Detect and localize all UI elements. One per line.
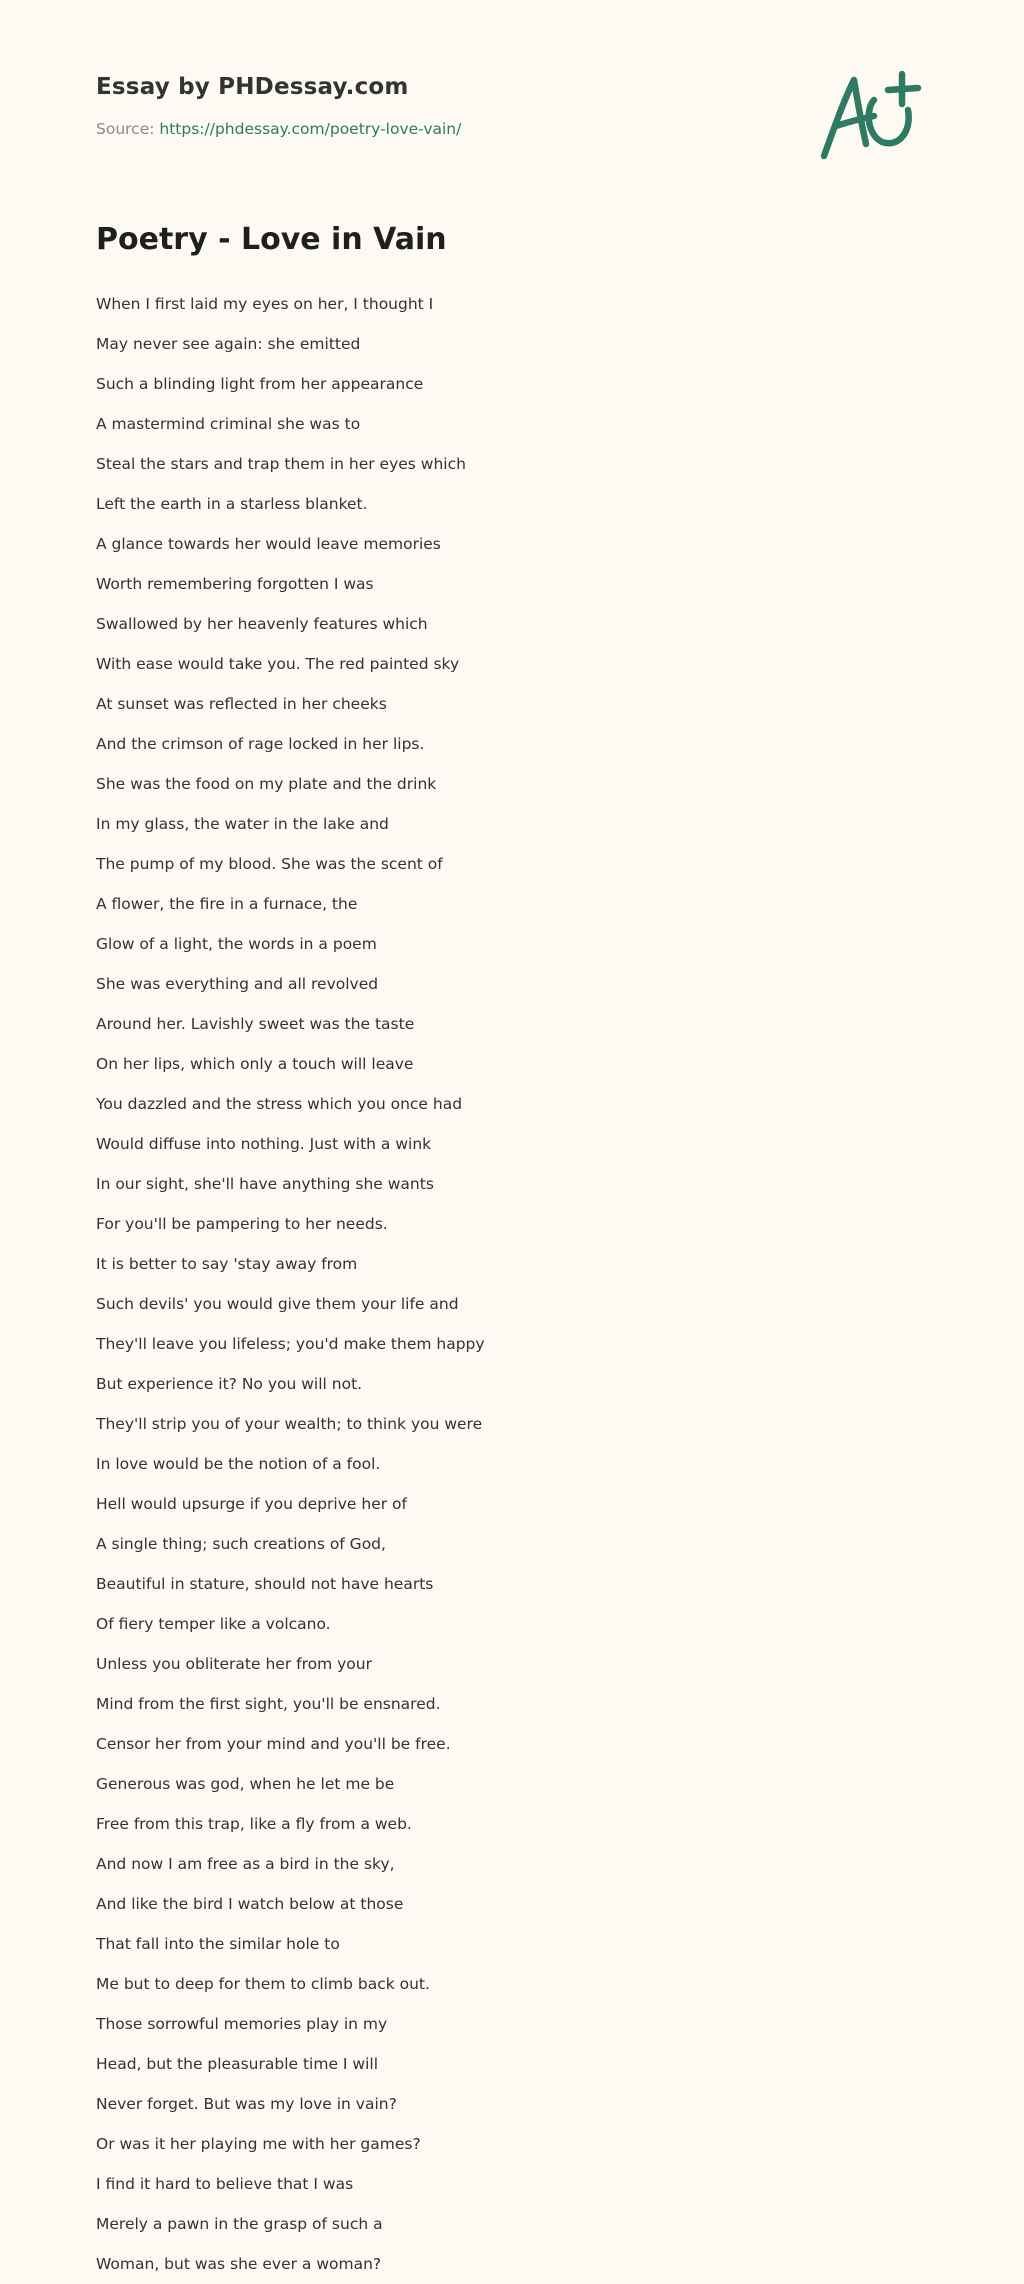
poem-line: A glance towards her would leave memories — [96, 535, 441, 553]
poem-line: They'll strip you of your wealth; to think you were — [96, 1415, 483, 1433]
poem-line: A flower, the fire in a furnace, the — [96, 895, 358, 913]
poem-line: But experience it? No you will not. — [96, 1375, 363, 1393]
poem-line: Or was it her playing me with her games? — [96, 2135, 421, 2153]
poem-line: Worth remembering forgotten I was — [96, 575, 374, 593]
poem-line: For you'll be pampering to her needs. — [96, 1215, 388, 1233]
poem-line: Never forget. But was my love in vain? — [96, 2095, 397, 2113]
brand-title: Essay by PHDessay.com — [96, 74, 409, 100]
poem-line: Steal the stars and trap them in her eyes which — [96, 455, 466, 473]
poem-line: They'll leave you lifeless; you'd make them happy — [96, 1335, 485, 1353]
poem-line: Such devils' you would give them your life and — [96, 1295, 459, 1313]
poem-line: That fall into the similar hole to — [96, 1935, 340, 1953]
poem-line: At sunset was reflected in her cheeks — [96, 695, 387, 713]
poem-line: Those sorrowful memories play in my — [96, 2015, 388, 2033]
poem-line: Swallowed by her heavenly features which — [96, 615, 428, 633]
source-line — [96, 120, 928, 138]
poem-line: Merely a pawn in the grasp of such a — [96, 2215, 383, 2233]
poem-line: Left the earth in a starless blanket. — [96, 495, 368, 513]
poem-line: Woman, but was she ever a woman? — [96, 2255, 382, 2273]
poem-line: You dazzled and the stress which you once had — [96, 1095, 463, 1113]
poem-line: Would diffuse into nothing. Just with a wink — [96, 1135, 432, 1153]
a-plus-logo-icon — [816, 64, 932, 170]
poem-line: Generous was god, when he let me be — [96, 1775, 395, 1793]
poem-line: And now I am free as a bird in the sky, — [96, 1855, 395, 1873]
poem-line: In my glass, the water in the lake and — [96, 815, 389, 833]
poem-line: Head, but the pleasurable time I will — [96, 2055, 379, 2073]
poem-line: It is better to say 'stay away from — [96, 1255, 358, 1273]
poem-line: Censor her from your mind and you'll be free. — [96, 1735, 451, 1753]
poem-line: May never see again: she emitted — [96, 335, 361, 353]
poem-line: She was the food on my plate and the drink — [96, 775, 437, 793]
poem-line: Beautiful in stature, should not have hearts — [96, 1575, 434, 1593]
poem-line: Unless you obliterate her from your — [96, 1655, 372, 1673]
source-link[interactable]: https://phdessay.com/poetry-love-vain/ — [159, 120, 462, 138]
poem-line: Glow of a light, the words in a poem — [96, 935, 377, 953]
poem-line: In our sight, she'll have anything she wants — [96, 1175, 434, 1193]
poem-line: Such a blinding light from her appearance — [96, 375, 424, 393]
poem-line: A single thing; such creations of God, — [96, 1535, 386, 1553]
poem-line: Free from this trap, like a fly from a web. — [96, 1815, 412, 1833]
page-header — [96, 74, 928, 138]
poem-line: When I first laid my eyes on her, I thought I — [96, 295, 434, 313]
poem-line: Around her. Lavishly sweet was the taste — [96, 1015, 415, 1033]
poem-line: And the crimson of rage locked in her lips. — [96, 735, 425, 753]
poem-line: She was everything and all revolved — [96, 975, 379, 993]
poem-line: Hell would upsurge if you deprive her of — [96, 1495, 407, 1513]
poem-line: Me but to deep for them to climb back out. — [96, 1975, 430, 1993]
source-label: Source: — [96, 120, 160, 138]
poem-line: In love would be the notion of a fool. — [96, 1455, 381, 1473]
poem-line: A mastermind criminal she was to — [96, 415, 361, 433]
poem-lines — [96, 284, 485, 2284]
poem-line: On her lips, which only a touch will leave — [96, 1055, 414, 1073]
poem-line: The pump of my blood. She was the scent of — [96, 855, 443, 873]
poem-line: With ease would take you. The red painted sky — [96, 655, 460, 673]
poem-line: I find it hard to believe that I was — [96, 2175, 354, 2193]
poem-line: Of fiery temper like a volcano. — [96, 1615, 331, 1633]
poem-line: Mind from the first sight, you'll be ensnared. — [96, 1695, 441, 1713]
essay-title: Poetry - Love in Vain — [96, 222, 447, 257]
poem-line: And like the bird I watch below at those — [96, 1895, 404, 1913]
